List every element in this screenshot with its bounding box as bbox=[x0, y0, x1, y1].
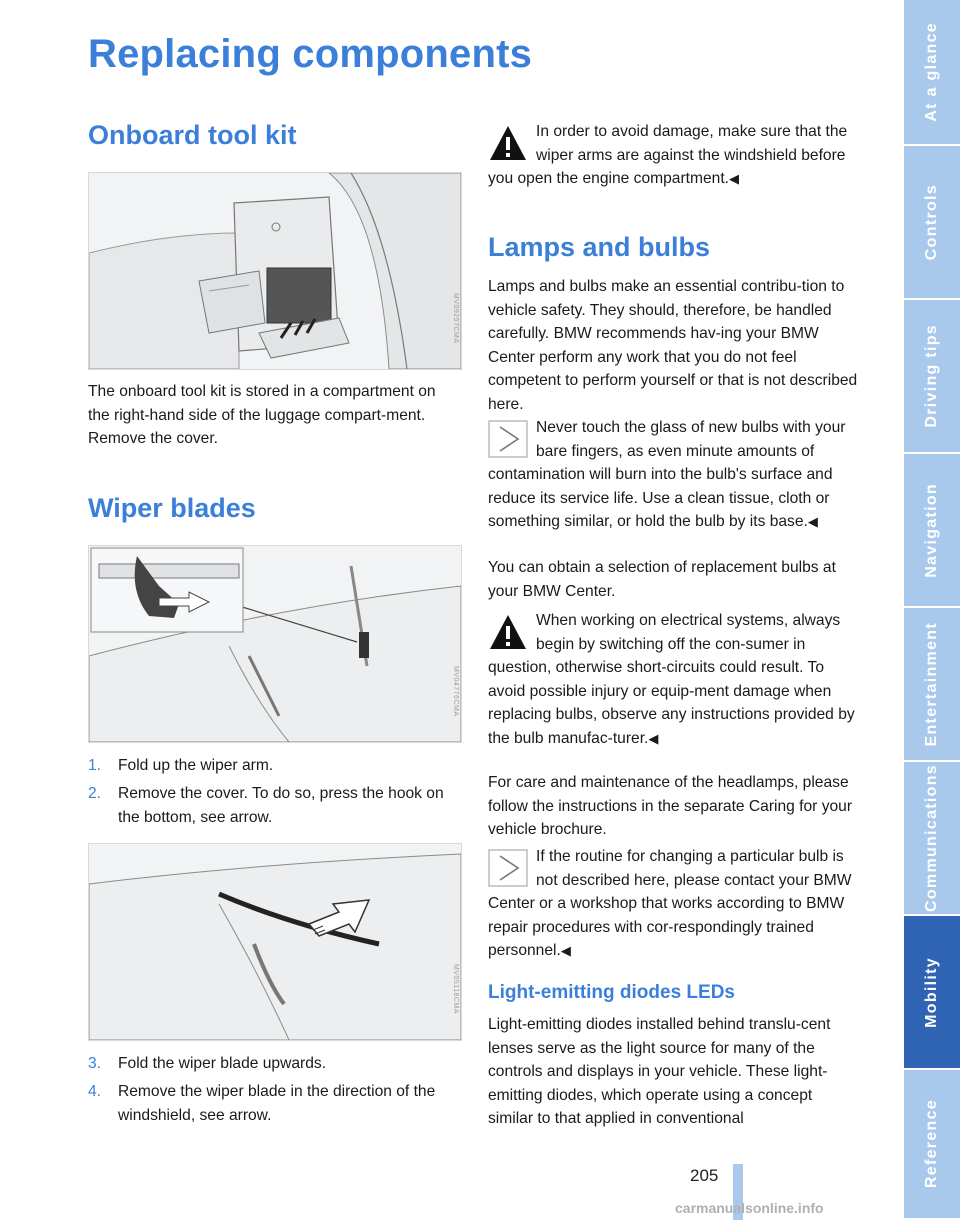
step-2: 2. Remove the cover. To do so, press the hook on the bottom, see arrow. bbox=[88, 785, 444, 826]
wiper-figure-1-code: MV04776CMA bbox=[452, 666, 459, 717]
nav-tab-reference[interactable]: Reference bbox=[904, 1070, 960, 1220]
note-bulb-glass: Never touch the glass of new bulbs with your bare fingers, as even minute amounts of contamination will burn into the bulb's surface and reduce its service life. Use a clean tissue, cloth or something similar, or hold the bulb by its base.◀ bbox=[488, 419, 846, 530]
tool-kit-figure-code: MV09257CMA bbox=[452, 293, 459, 344]
warning-wiper-arms: In order to avoid damage, make sure that the wiper arms are against the windshield before you open the engine compartment.◀ bbox=[488, 123, 848, 187]
warning-electrical: When working on electrical systems, always begin by switching off the con-sumer in question, otherwise short-circuits could result. To avoid possible injury or equip-ment damage when replacing bulbs, observe any instructions provided by the bulb manufac-turer.◀ bbox=[488, 612, 855, 747]
end-mark: ◀ bbox=[560, 943, 571, 958]
end-mark: ◀ bbox=[807, 514, 818, 529]
note-icon bbox=[488, 420, 528, 458]
nav-tab-mobility[interactable]: Mobility bbox=[904, 916, 960, 1070]
step-3: 3. Fold the wiper blade upwards. bbox=[88, 1055, 327, 1072]
end-mark: ◀ bbox=[648, 730, 659, 746]
step-4: 4. Remove the wiper blade in the direction of the windshield, see arrow. bbox=[88, 1083, 436, 1124]
note-icon bbox=[488, 849, 528, 887]
headlamp-care-text: For care and maintenance of the headlamps, please follow the instructions in the separate Caring for your vehicle brochure. bbox=[488, 774, 853, 838]
wiper-figure-2 bbox=[88, 843, 462, 1041]
nav-tab-driving-tips[interactable]: Driving tips bbox=[904, 300, 960, 454]
step-1: 1. Fold up the wiper arm. bbox=[88, 757, 274, 774]
side-nav bbox=[904, 0, 960, 1220]
nav-tab-entertainment[interactable]: Entertainment bbox=[904, 608, 960, 762]
nav-tab-controls[interactable]: Controls bbox=[904, 146, 960, 300]
replacement-bulbs-text: You can obtain a selection of replacement bulbs at your BMW Center. bbox=[488, 559, 836, 600]
tool-kit-text: The onboard tool kit is stored in a compartment on the right-hand side of the luggage compart-ment. Remove the cover. bbox=[88, 383, 436, 447]
leds-heading: Light-emitting diodes LEDs bbox=[488, 982, 735, 1003]
tool-kit-heading: Onboard tool kit bbox=[88, 120, 297, 150]
wiper-figure-2-code: MV05118CMA bbox=[452, 964, 459, 1015]
lamps-bulbs-heading: Lamps and bulbs bbox=[488, 232, 711, 262]
wiper-figure-1 bbox=[88, 545, 462, 743]
nav-tab-communications[interactable]: Communications bbox=[904, 762, 960, 916]
wiper-blades-heading: Wiper blades bbox=[88, 493, 256, 523]
nav-tab-at-a-glance[interactable]: At a glance bbox=[904, 0, 960, 146]
page-number: 205 bbox=[690, 1166, 719, 1185]
watermark: carmanualsonline.info bbox=[675, 1200, 824, 1216]
end-mark: ◀ bbox=[729, 171, 739, 186]
page-title: Replacing components bbox=[88, 32, 533, 76]
lamps-intro: Lamps and bulbs make an essential contribu-tion to vehicle safety. They should, therefore, be handled carefully. BMW recommends hav-ing your BMW Center perform any work that you do not feel competent to perform yourself or that is not described here. bbox=[488, 278, 858, 413]
warning-icon bbox=[488, 613, 528, 651]
nav-tab-navigation[interactable]: Navigation bbox=[904, 454, 960, 608]
tool-kit-figure bbox=[88, 172, 462, 370]
warning-icon bbox=[488, 124, 528, 162]
leds-text: Light-emitting diodes installed behind translu-cent lenses serve as the light source for many of the controls and displays in your vehicle. These light-emitting diodes, which operate using a concept similar to that applied in conventional bbox=[488, 1016, 831, 1127]
note-bulb-routine: If the routine for changing a particular bulb is not described here, please contact your BMW Center or a workshop that works according to BMW repair procedures with cor-respondingly trained personnel.◀ bbox=[488, 848, 852, 959]
